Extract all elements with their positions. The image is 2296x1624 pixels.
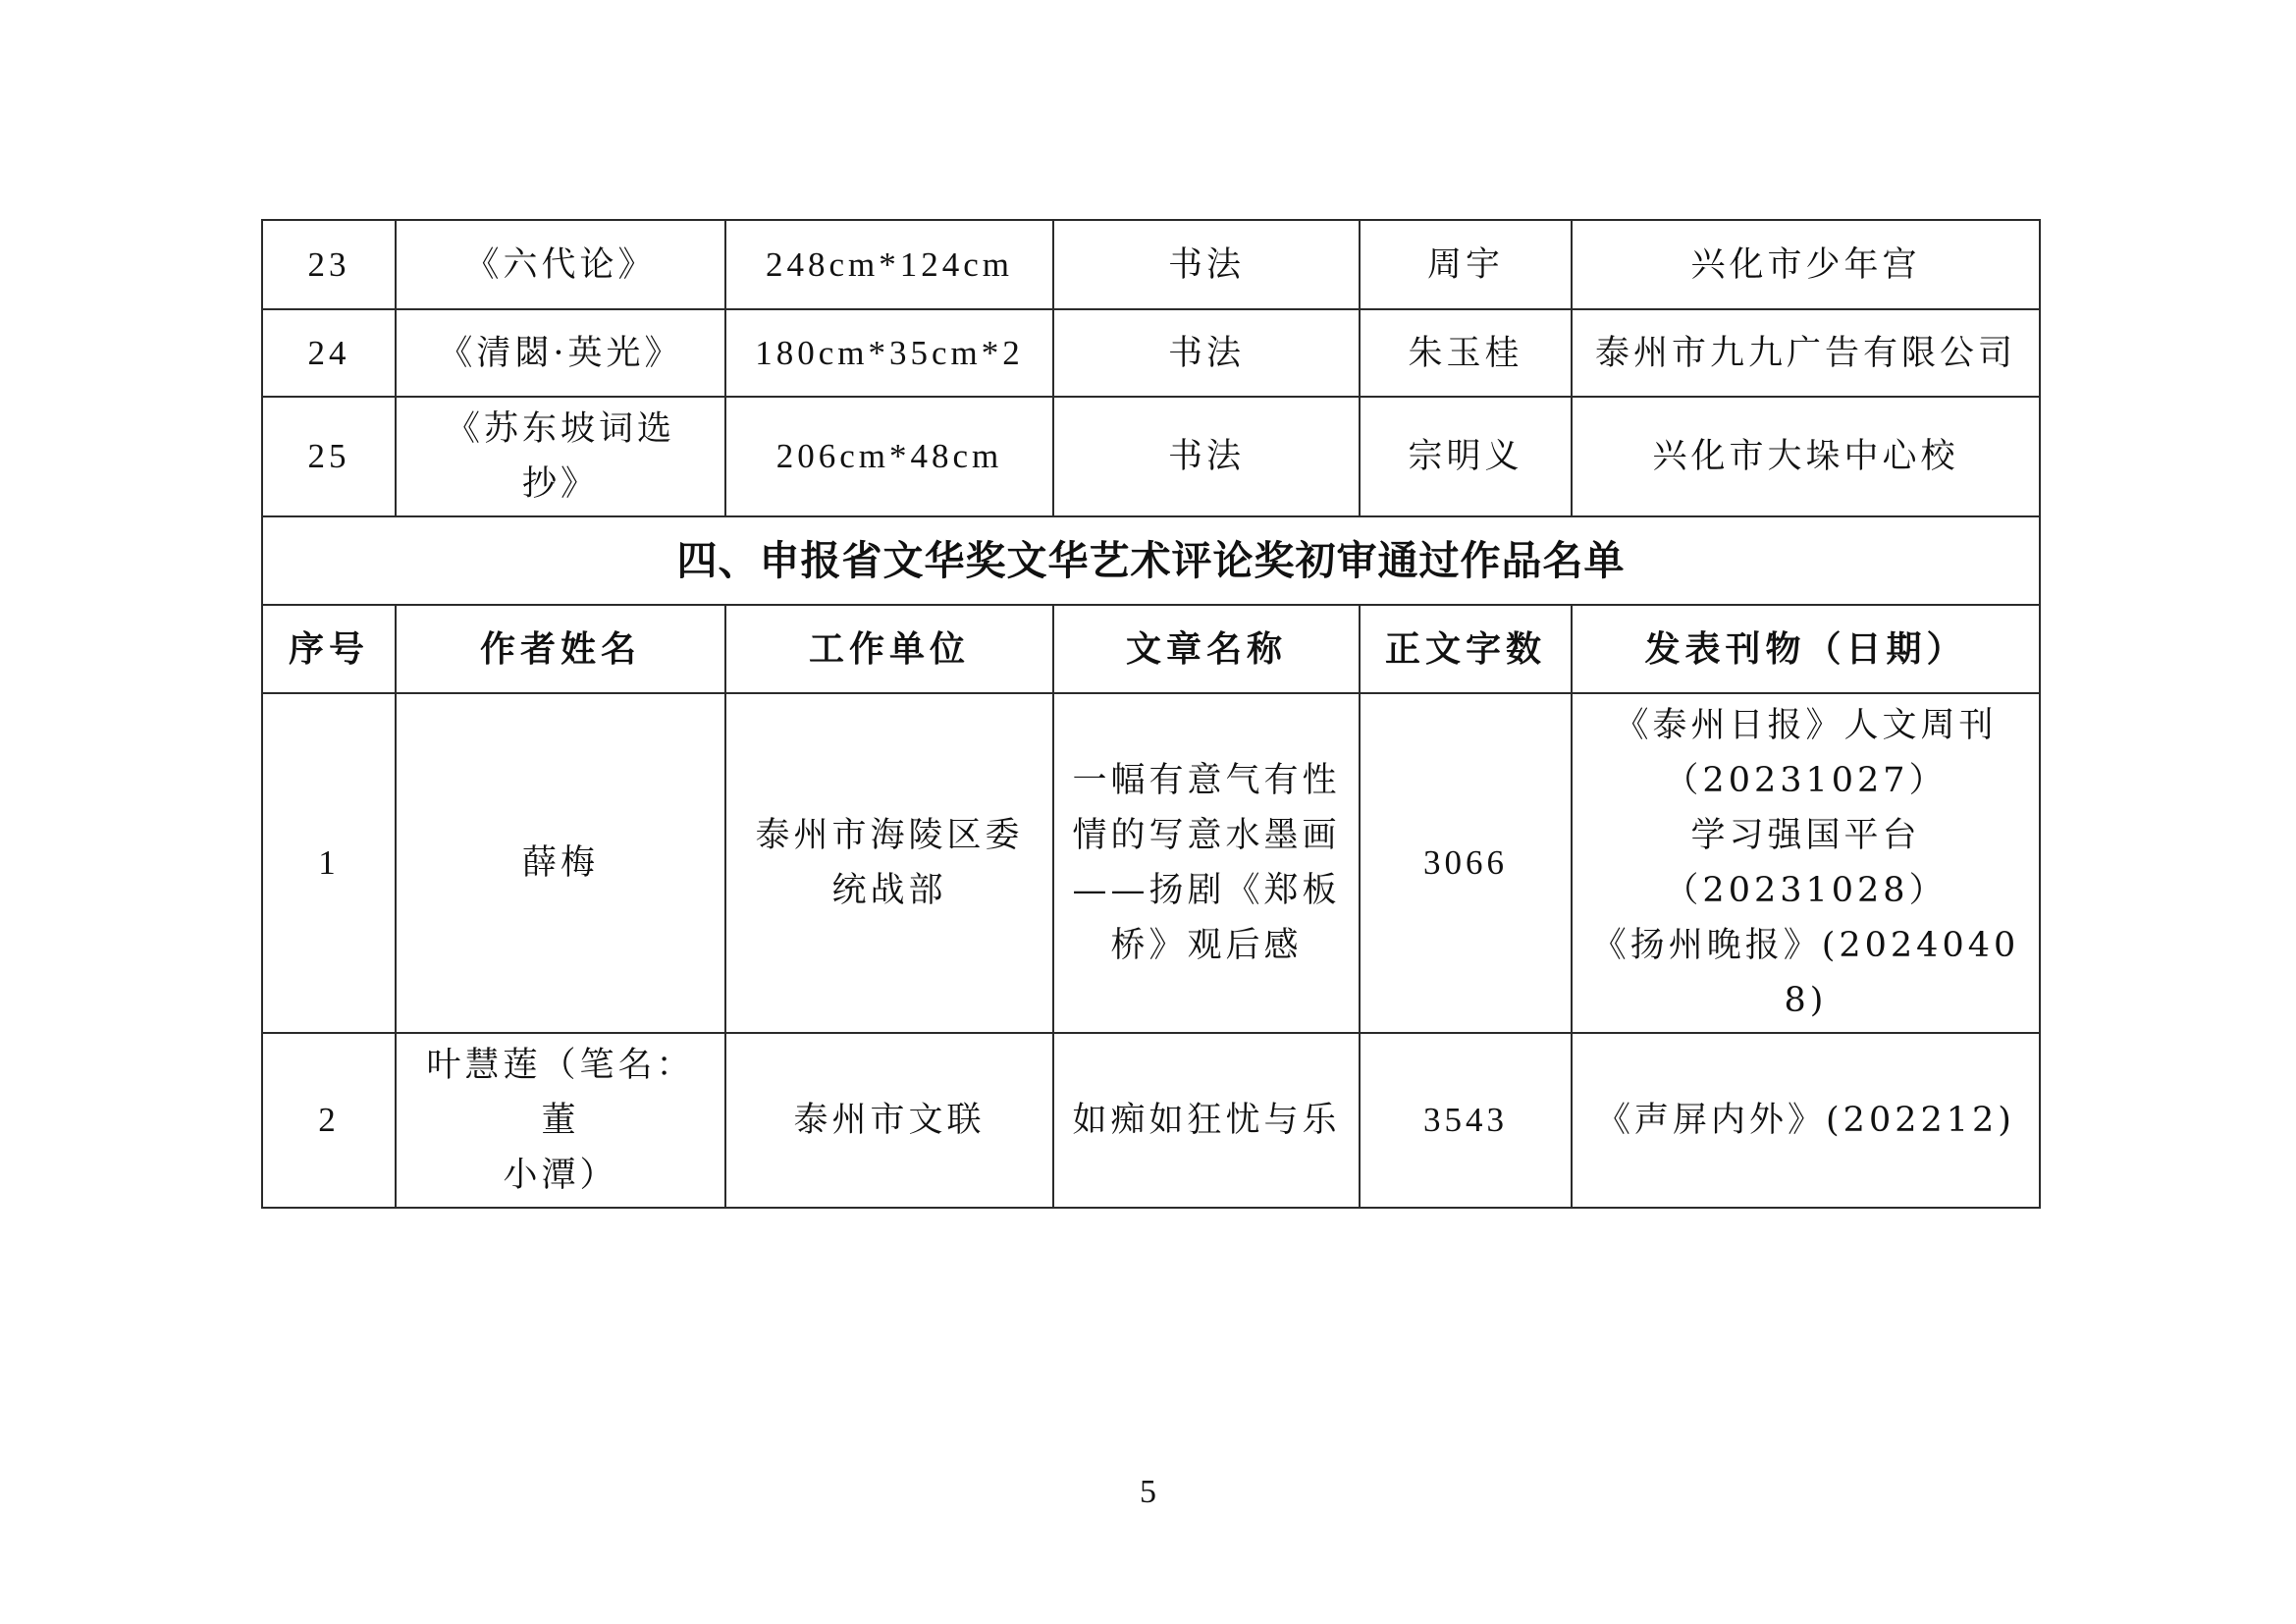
work-size: 180cm*35cm*2 (725, 309, 1053, 397)
word-count: 3066 (1360, 693, 1572, 1033)
work-title: 《清閟·英光》 (396, 309, 725, 397)
work-unit: 兴化市大垛中心校 (1572, 397, 2040, 516)
table-row (262, 1033, 2040, 1208)
article-title: 如痴如狂忧与乐 (1053, 1033, 1360, 1208)
author-name: 薛梅 (396, 693, 725, 1033)
publication-line: 学习强国平台 (1690, 816, 1921, 855)
work-category: 书法 (1053, 397, 1360, 516)
work-author: 朱玉桂 (1360, 309, 1572, 397)
work-size: 206cm*48cm (725, 397, 1053, 516)
article-title (1053, 693, 1360, 1033)
row-index: 25 (262, 397, 396, 516)
work-title-line: 抄》 (521, 464, 599, 504)
work-author: 宗明义 (1360, 397, 1572, 516)
work-category: 书法 (1053, 220, 1360, 309)
header-article: 文章名称 (1053, 605, 1360, 693)
row-index: 23 (262, 220, 396, 309)
table-row (262, 220, 2040, 309)
article-title-line: 桥》观后感 (1110, 926, 1303, 965)
publication-line: 《扬州晚报》(20240408) (1591, 926, 2020, 1020)
work-title (396, 397, 725, 516)
article-title-line: 情的写意水墨画 (1072, 816, 1341, 855)
work-unit: 泰州市文联 (725, 1033, 1053, 1208)
row-index: 2 (262, 1033, 396, 1208)
work-title: 《六代论》 (396, 220, 725, 309)
publication-line: 《泰州日报》人文周刊 (1614, 706, 1998, 745)
work-size: 248cm*124cm (725, 220, 1053, 309)
word-count: 3543 (1360, 1033, 1572, 1208)
work-unit: 泰州市九九广告有限公司 (1572, 309, 2040, 397)
author-name (396, 1033, 725, 1208)
section-heading-row (262, 516, 2040, 605)
article-title-line: 一幅有意气有性 (1072, 761, 1341, 800)
work-category: 书法 (1053, 309, 1360, 397)
column-header-row (262, 605, 2040, 693)
header-publication: 发表刊物（日期） (1572, 605, 2040, 693)
table-row (262, 309, 2040, 397)
table-row (262, 397, 2040, 516)
table-row (262, 693, 2040, 1033)
work-title-line: 《苏东坡词选 (445, 409, 675, 449)
work-unit: 兴化市少年宫 (1572, 220, 2040, 309)
work-unit (725, 693, 1053, 1033)
work-unit-line: 泰州市海陵区委 (755, 816, 1024, 855)
author-name-line: 叶慧莲（笔名：董 (426, 1046, 695, 1140)
publication (1572, 693, 2040, 1033)
publication: 《声屏内外》(202212) (1572, 1033, 2040, 1208)
row-index: 24 (262, 309, 396, 397)
article-title-line: ——扬剧《郑板 (1072, 871, 1341, 910)
row-index: 1 (262, 693, 396, 1033)
header-author: 作者姓名 (396, 605, 725, 693)
header-word-count: 正文字数 (1360, 605, 1572, 693)
work-author: 周宇 (1360, 220, 1572, 309)
publication-line: （20231028） (1664, 871, 1948, 910)
header-unit: 工作单位 (725, 605, 1053, 693)
publication-line: （20231027） (1664, 761, 1948, 800)
author-name-line: 小潭） (503, 1156, 618, 1195)
page-number: 5 (1140, 1474, 1156, 1510)
work-unit-line: 统战部 (831, 871, 947, 910)
awards-table (261, 219, 2041, 1209)
header-index: 序号 (262, 605, 396, 693)
section-heading: 四、申报省文华奖文华艺术评论奖初审通过作品名单 (262, 516, 2040, 605)
